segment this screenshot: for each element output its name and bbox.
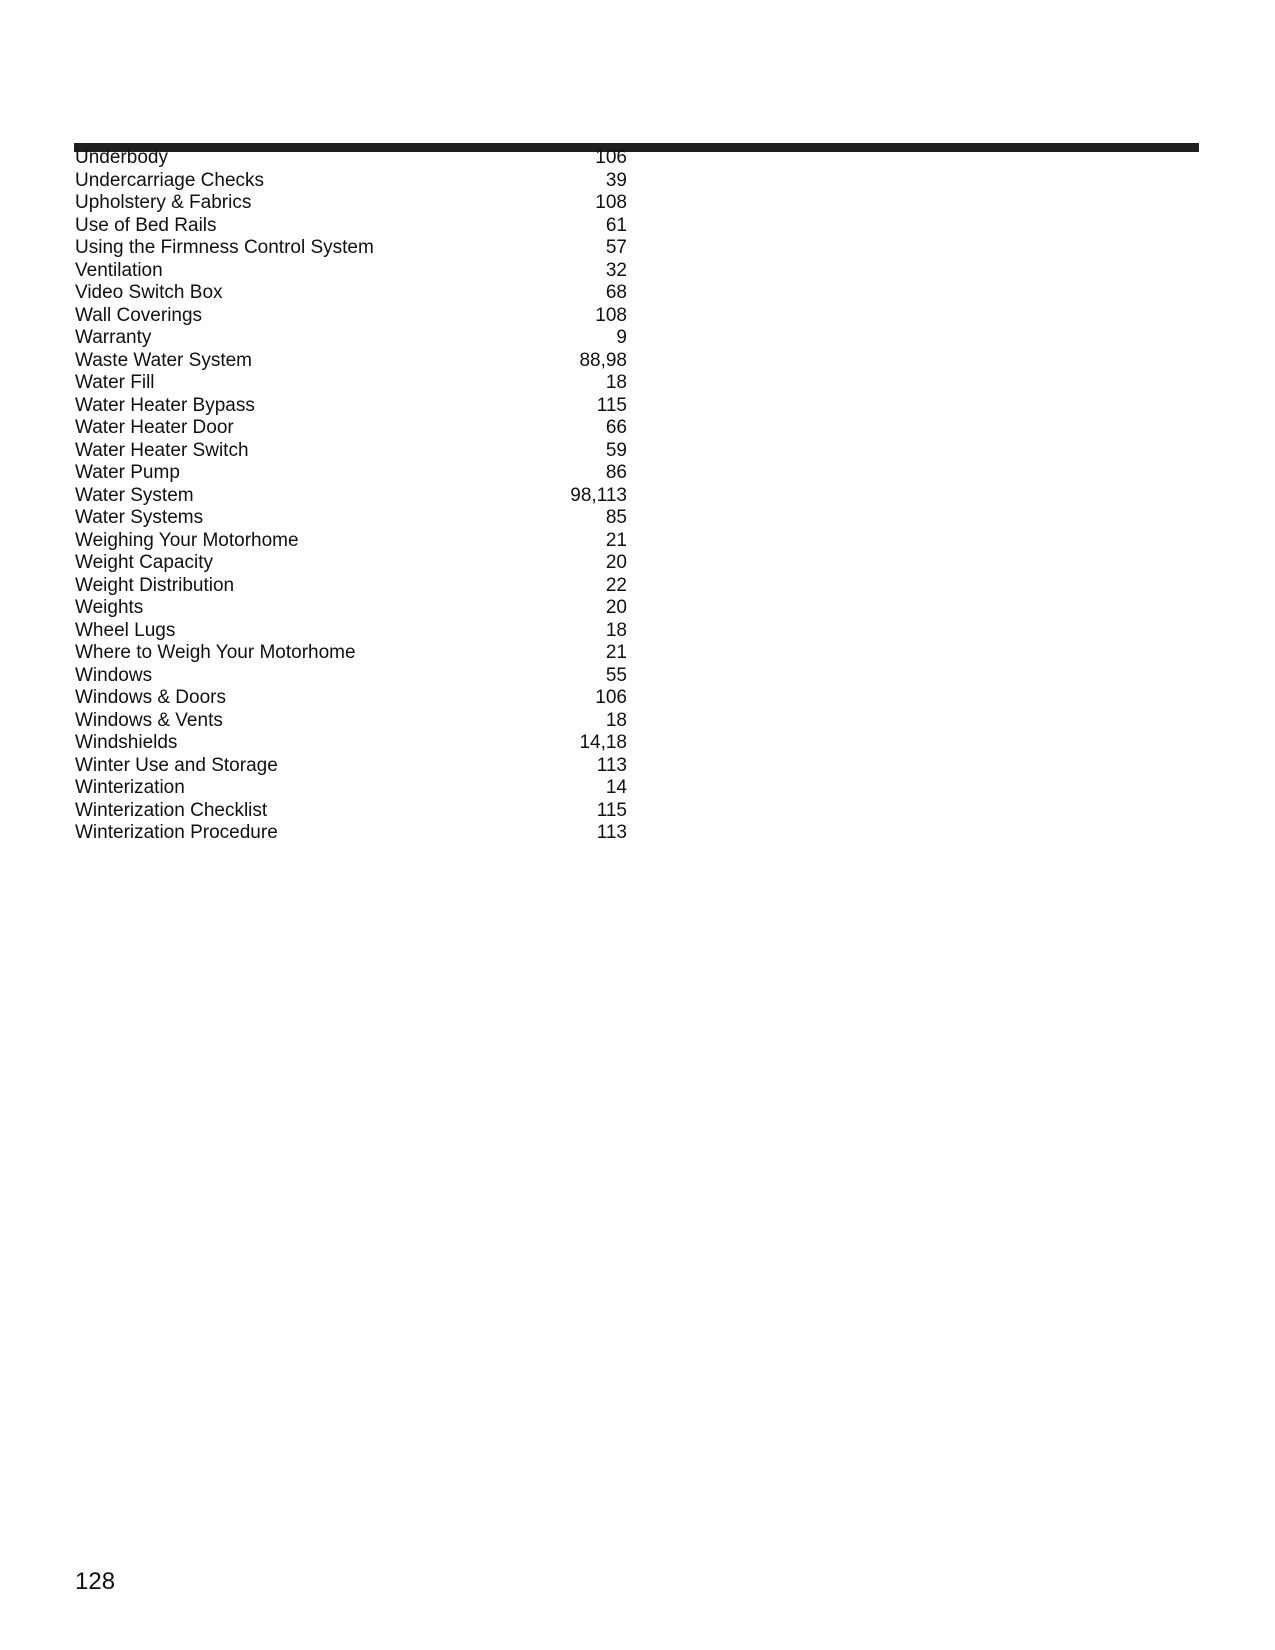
index-entry-term: Windows — [75, 664, 153, 686]
index-entry-term: Undercarriage Checks — [75, 169, 265, 191]
index-entry-term: Wheel Lugs — [75, 619, 176, 641]
index-entry — [75, 350, 627, 373]
index-entry-pages: 61 — [605, 214, 627, 236]
index-entry — [75, 597, 627, 620]
index-entry-term: Windshields — [75, 732, 178, 753]
index-entry-pages: 32 — [605, 259, 627, 281]
index-entry — [75, 800, 627, 823]
index-entry — [75, 507, 627, 530]
index-entry-pages: 14 — [605, 777, 627, 798]
index-entry-term: Underbody — [75, 147, 168, 168]
index-entry-pages: 18 — [605, 372, 627, 393]
index-entry — [75, 620, 627, 643]
index-entry-pages: 22 — [605, 574, 627, 596]
index-entry-pages: 108 — [595, 304, 627, 326]
index-entry-term: Water Heater Bypass — [75, 394, 255, 416]
index-entry-term: Where to Weigh Your Motorhome — [75, 642, 356, 663]
index-entry-pages: 113 — [596, 754, 627, 776]
index-entry-term: Windows & Doors — [75, 687, 226, 708]
index-entry — [75, 372, 627, 395]
index-entry-term: Using the Firmness Control System — [75, 237, 374, 258]
index-entry-pages: 108 — [595, 192, 627, 213]
index-entry-pages: 18 — [605, 619, 627, 641]
index-entry — [75, 755, 627, 778]
index-entry-term: Weight Distribution — [75, 574, 235, 596]
index-entry-pages: 57 — [605, 237, 627, 258]
index-entry — [75, 777, 627, 800]
index-entry-term: Waste Water System — [75, 349, 253, 371]
index-entry-term: Ventilation — [75, 259, 163, 281]
index-entry-pages: 115 — [596, 799, 627, 821]
index-entry-term: Weight Capacity — [75, 552, 213, 573]
index-entry-pages: 59 — [605, 439, 627, 461]
index-entry-pages: 86 — [605, 462, 627, 483]
index-entry — [75, 642, 627, 665]
index-entry-pages: 9 — [616, 327, 627, 348]
index-entry-pages: 115 — [596, 394, 627, 416]
index-entry-term: Water Heater Switch — [75, 439, 249, 461]
index-entry-term: Winterization Checklist — [75, 799, 268, 821]
index-entry — [75, 440, 627, 463]
index-entry — [75, 147, 627, 170]
index-entry — [75, 192, 627, 215]
index-entry-pages: 21 — [605, 642, 627, 663]
index-entry — [75, 575, 627, 598]
index-list — [75, 147, 627, 845]
index-entry-term: Water Fill — [75, 372, 155, 393]
index-entry — [75, 462, 627, 485]
index-entry-pages: 68 — [605, 282, 627, 303]
index-entry-term: Weights — [75, 597, 144, 618]
index-entry-term: Warranty — [75, 327, 152, 348]
index-entry-term: Use of Bed Rails — [75, 214, 217, 236]
index-entry-pages: 88,98 — [579, 349, 627, 371]
index-entry-pages: 55 — [605, 664, 627, 686]
index-entry-term: Water Heater Door — [75, 417, 234, 438]
index-entry — [75, 237, 627, 260]
index-entry-term: Water Pump — [75, 462, 180, 483]
index-entry-term: Water System — [75, 484, 194, 506]
index-entry — [75, 530, 627, 553]
index-entry-term: Upholstery & Fabrics — [75, 192, 252, 213]
index-entry — [75, 417, 627, 440]
page-number: 128 — [75, 1568, 116, 1595]
index-entry-pages: 20 — [605, 552, 627, 573]
index-entry-pages: 18 — [605, 709, 627, 731]
index-entry-pages: 66 — [605, 417, 627, 438]
index-entry — [75, 665, 627, 688]
index-entry-term: Weighing Your Motorhome — [75, 529, 299, 551]
index-entry — [75, 260, 627, 283]
index-entry — [75, 305, 627, 328]
index-entry-pages: 106 — [595, 687, 627, 708]
index-entry — [75, 170, 627, 193]
index-entry-pages: 39 — [605, 169, 627, 191]
index-entry-pages: 14,18 — [579, 732, 627, 753]
index-entry-pages: 106 — [595, 147, 627, 168]
index-entry — [75, 710, 627, 733]
index-entry — [75, 327, 627, 350]
index-entry — [75, 822, 627, 845]
index-entry-term: Wall Coverings — [75, 304, 203, 326]
index-entry-term: Windows & Vents — [75, 709, 223, 731]
index-entry-term: Water Systems — [75, 507, 204, 528]
index-entry — [75, 552, 627, 575]
index-entry — [75, 687, 627, 710]
index-entry-term: Video Switch Box — [75, 282, 223, 303]
index-entry-term: Winterization — [75, 777, 185, 798]
index-entry — [75, 395, 627, 418]
index-entry-pages: 20 — [605, 597, 627, 618]
index-entry-pages: 21 — [605, 529, 627, 551]
index-entry — [75, 215, 627, 238]
index-entry — [75, 485, 627, 508]
index-entry-pages: 113 — [596, 822, 627, 843]
index-entry-pages: 98,113 — [570, 484, 627, 506]
index-entry-term: Winterization Procedure — [75, 822, 278, 843]
index-entry — [75, 282, 627, 305]
index-entry-pages: 85 — [605, 507, 627, 528]
index-entry — [75, 732, 627, 755]
index-entry-term: Winter Use and Storage — [75, 754, 278, 776]
